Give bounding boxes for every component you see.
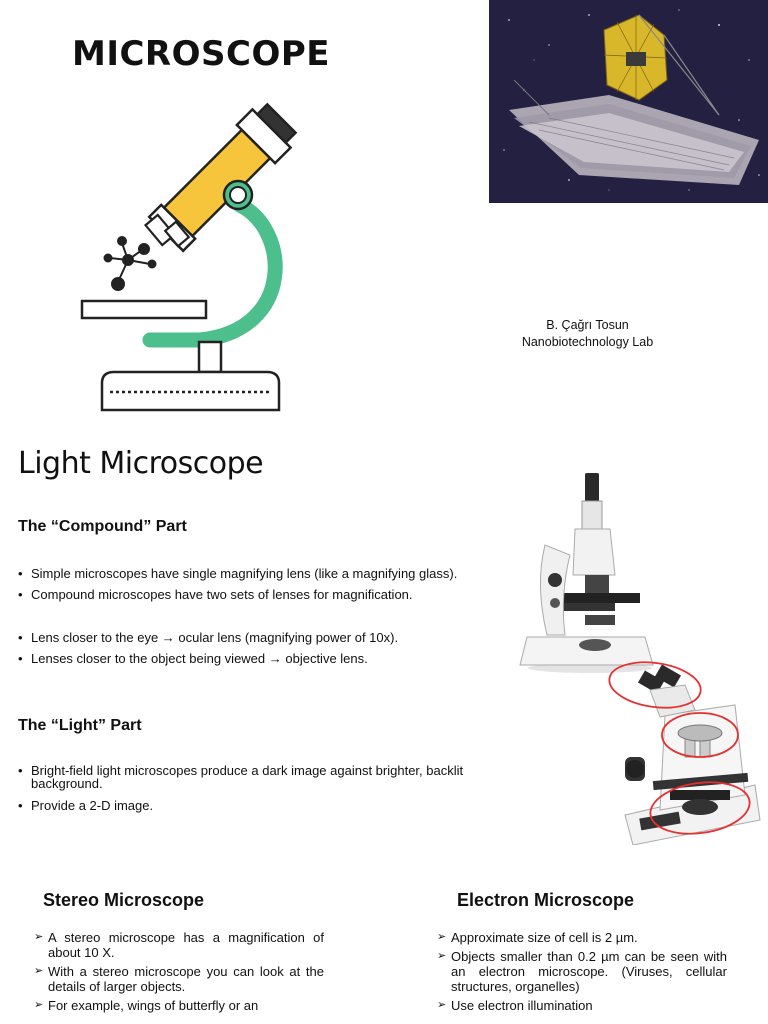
title-slide xyxy=(0,0,768,430)
slide-title: Light Microscope xyxy=(18,446,264,481)
bullet-item: • Lenses closer to the object being viewed → objective lens. xyxy=(18,651,518,667)
light-heading: The “Light” Part xyxy=(18,717,142,734)
bullet-item: • Simple microscopes have single magnifying lens (like a magnifying glass). xyxy=(18,566,518,582)
arrow-bullet-item: ➢ Use electron illumination xyxy=(437,998,727,1013)
microscope-illustration xyxy=(70,100,300,420)
electron-heading: Electron Microscope xyxy=(457,890,635,910)
bullet-item: • Lens closer to the eye → ocular lens (magnifying power of 10x). xyxy=(18,630,518,646)
molecule-icon xyxy=(105,237,156,290)
electron-bullets xyxy=(437,930,727,1017)
arrow-bullet-item: ➢ For example, wings of butterfly or an xyxy=(34,998,324,1013)
binocular-microscope-photo xyxy=(605,645,765,845)
arrow-bullet-item: ➢ Approximate size of cell is 2 µm. xyxy=(437,930,727,945)
arrow-bullet-item: ➢ A stereo microscope has a magnification of about 10 X. xyxy=(34,930,324,960)
stereo-electron-slide xyxy=(0,850,768,1024)
compound-heading: The “Compound” Part xyxy=(18,518,187,535)
author-name: B. Çağrı Tosun xyxy=(546,318,629,332)
author-lab: Nanobiotechnology Lab xyxy=(521,335,654,349)
slide-title: MICROSCOPE xyxy=(72,34,331,74)
bullet-item: • Provide a 2-D image. xyxy=(18,799,528,812)
light-bullets xyxy=(18,764,528,821)
bullet-item: • Compound microscopes have two sets of lenses for magnification. xyxy=(18,587,518,603)
stereo-bullets xyxy=(34,930,324,1017)
monocular-microscope-photo xyxy=(515,465,655,675)
compound-bullets-b xyxy=(18,630,518,672)
light-microscope-slide xyxy=(0,430,768,850)
stereo-heading: Stereo Microscope xyxy=(43,890,205,910)
author-block xyxy=(500,317,675,351)
space-telescope-image xyxy=(489,0,768,203)
bullet-item: • Bright-field light microscopes produce a dark image against brighter, backlit background. xyxy=(18,764,528,790)
arrow-bullet-item: ➢ With a stereo microscope you can look at the details of larger objects. xyxy=(34,964,324,994)
arrow-bullet-item: ➢ Objects smaller than 0.2 µm can be seen with an electron microscope. (Viruses, cellular structures, organelles) xyxy=(437,949,727,994)
compound-bullets-a xyxy=(18,566,518,608)
